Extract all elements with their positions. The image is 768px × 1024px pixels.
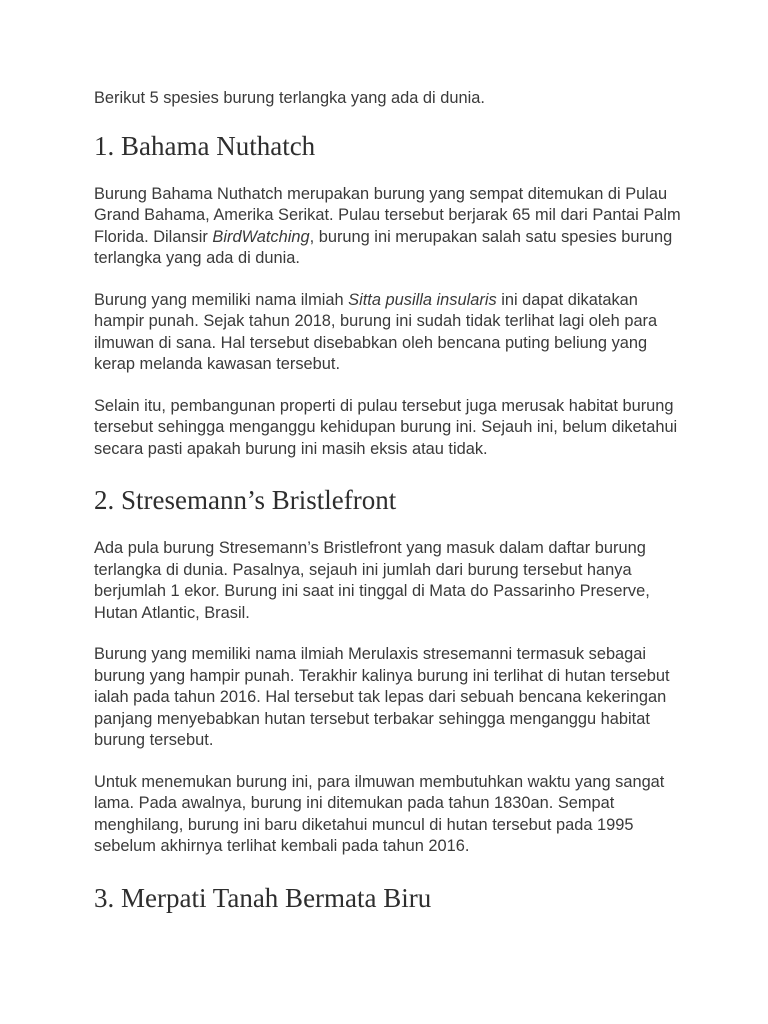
paragraph: Selain itu, pembangunan properti di pulau tersebut juga merusak habitat burung tersebut sehingga menganggu kehidupan burung ini. Sejauh ini, belum diketahui secara pasti apakah burung ini masih eksis atau tidak. <box>94 396 678 458</box>
paragraph <box>94 290 684 376</box>
paragraph-text: , burung ini merupakan salah satu spesies burung terlangka yang ada di dunia. <box>94 227 673 267</box>
section-heading-bahama-nuthatch: 1. Bahama Nuthatch <box>94 130 316 161</box>
paragraph-text: Burung Bahama Nuthatch merupakan burung yang sempat ditemukan di Pulau Grand Bahama, Amerika Serikat. Pulau tersebut berjarak 65 mil dari Pantai Palm Florida. Dilansir <box>94 184 681 246</box>
italic-text: BirdWatching <box>212 227 310 246</box>
paragraph: Burung yang memiliki nama ilmiah Merulaxis stresemanni termasuk sebagai burung yang hampir punah. Terakhir kalinya burung ini terlihat di hutan tersebut ialah pada tahun 2016. Hal tersebut tak lepas dari sebuah bencana kekeringan panjang menyebabkan hutan tersebut terbakar sehingga menganggu habitat burung tersebut. <box>94 645 670 749</box>
paragraph: Ada pula burung Stresemann’s Bristlefront yang masuk dalam daftar burung terlangka di dunia. Pasalnya, sejauh ini jumlah dari burung tersebut hanya berjumlah 1 ekor. Burung ini saat ini tinggal di Mata do Passarinho Preserve, Hutan Atlantic, Brasil. <box>94 539 650 622</box>
paragraph-text: ini dapat dikatakan hampir punah. Sejak tahun 2018, burung ini sudah tidak terlihat lagi oleh para ilmuwan di sana. Hal tersebut disebabkan oleh bencana puting beliung yang kerap melanda kawasan tersebut. <box>94 290 658 373</box>
intro-text: Berikut 5 spesies burung terlangka yang ada di dunia. <box>94 89 485 107</box>
paragraph-text: Burung yang memiliki nama ilmiah <box>94 290 349 309</box>
section-heading-stresemanns-bristlefront: 2. Stresemann’s Bristlefront <box>94 485 397 515</box>
paragraph: Untuk menemukan burung ini, para ilmuwan membutuhkan waktu yang sangat lama. Pada awalnya, burung ini ditemukan pada tahun 1830an. Sempat menghilang, burung ini baru diketahui muncul di hutan tersebut pada 1995 sebelum akhirnya terlihat kembali pada tahun 2016. <box>94 772 665 855</box>
document-page <box>94 88 684 936</box>
paragraph <box>94 184 684 270</box>
section-heading-merpati-tanah-bermata-biru: 3. Merpati Tanah Bermata Biru <box>94 882 432 913</box>
italic-text: Sitta pusilla insularis <box>348 290 497 309</box>
